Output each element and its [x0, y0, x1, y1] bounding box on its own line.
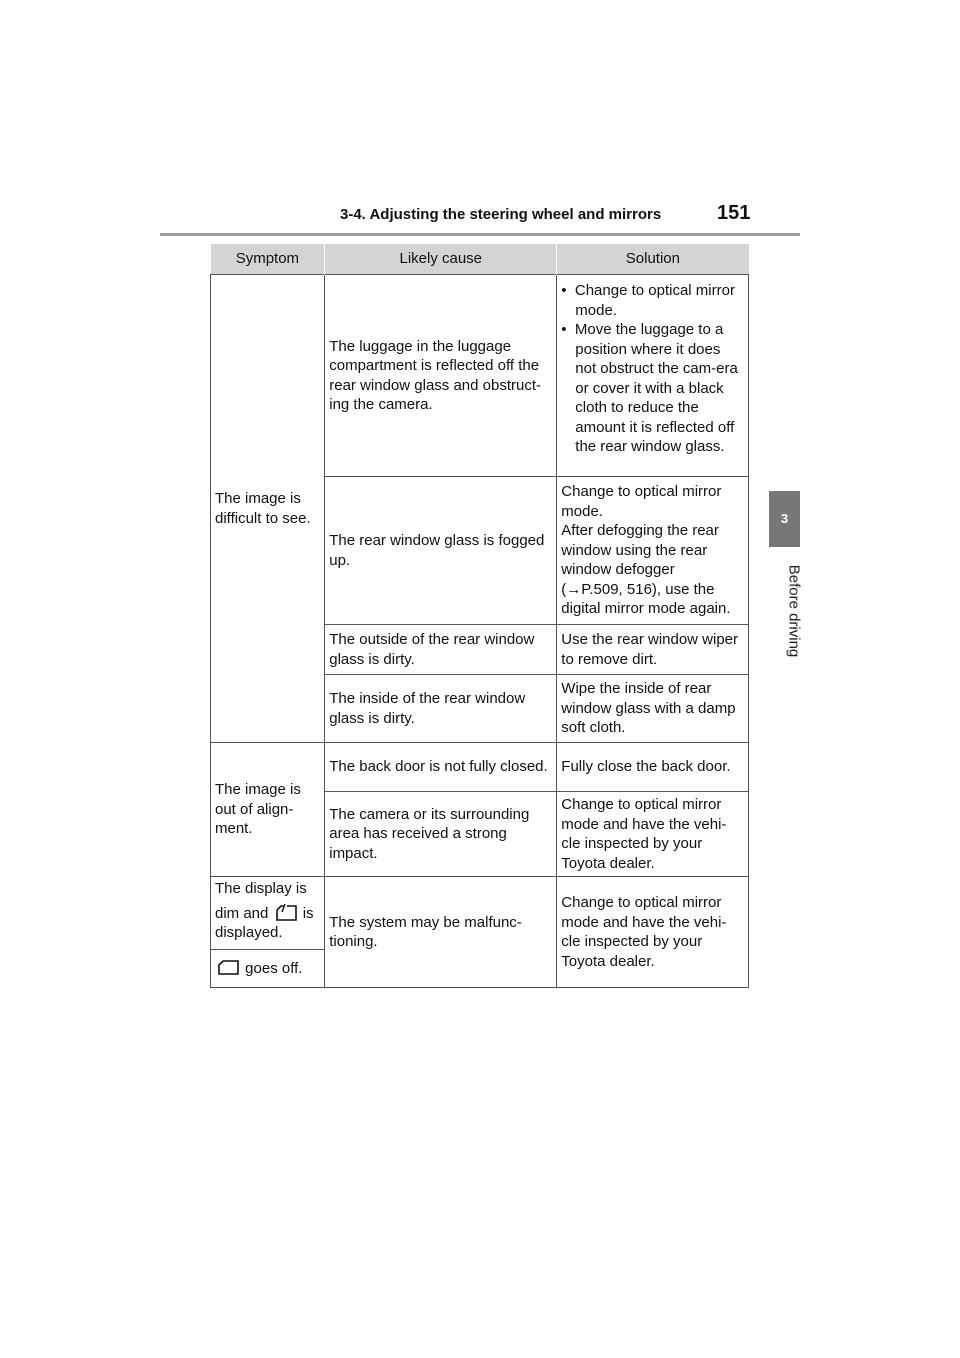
page-number: 151: [717, 202, 751, 224]
symptom-cell: The image is difficult to see.: [211, 275, 325, 743]
solution-cell: [557, 477, 749, 625]
solution-cell: Fully close the back door.: [557, 743, 749, 792]
table-row: [211, 877, 749, 950]
cause-cell: The luggage in the luggage compartment is reflected off the rear window glass and obstruct-ing the camera.: [325, 275, 557, 477]
symptom-text: The display is: [215, 880, 307, 897]
solution-list: [561, 281, 744, 457]
cause-cell: The back door is not fully closed.: [325, 743, 557, 792]
column-header: Solution: [557, 244, 749, 275]
camera-icon: [215, 959, 241, 976]
symptom-text: dim and is displayed.: [215, 904, 314, 941]
list-item: • Move the luggage to a position where it does not obstruct the cam-era or cover it with a black cloth to reduce the amount it is reflected off the rear window glass.: [561, 321, 738, 455]
chapter-tab: 3: [769, 491, 800, 547]
solution-cell: Wipe the inside of rear window glass with a damp soft cloth.: [557, 675, 749, 743]
cause-cell: The outside of the rear window glass is dirty.: [325, 625, 557, 675]
symptom-cell: goes off.: [211, 950, 325, 988]
arrow-right-icon: →: [566, 580, 582, 598]
column-header: Symptom: [211, 244, 325, 275]
header-divider: [160, 233, 800, 236]
solution-cell: [557, 275, 749, 477]
cause-cell: The system may be malfunc-tioning.: [325, 877, 557, 988]
solution-cell: Use the rear window wiper to remove dirt.: [557, 625, 749, 675]
solution-reference: (→P.509, 516), use the digital mirror mode again.: [561, 580, 731, 618]
solution-text: After defogging the rear window using the rear window defogger: [561, 522, 719, 579]
solution-cell: Change to optical mirror mode and have the vehi-cle inspected by your Toyota dealer.: [557, 792, 749, 877]
troubleshooting-table: [210, 244, 749, 988]
camera-malfunction-icon: [273, 904, 299, 921]
section-title: 3-4. Adjusting the steering wheel and mirrors: [340, 206, 662, 223]
symptom-cell: The image is out of align-ment.: [211, 743, 325, 877]
chapter-side-label: [779, 556, 809, 666]
chapter-label-text: Before driving: [785, 564, 803, 658]
table-header-row: [211, 244, 749, 275]
symptom-cell: [211, 877, 325, 950]
list-item: • Change to optical mirror mode.: [561, 282, 735, 319]
cause-cell: The camera or its surrounding area has received a strong impact.: [325, 792, 557, 877]
table-row: [211, 275, 749, 477]
cause-cell: The rear window glass is fogged up.: [325, 477, 557, 625]
cause-cell: The inside of the rear window glass is dirty.: [325, 675, 557, 743]
solution-cell: Change to optical mirror mode and have the vehi-cle inspected by your Toyota dealer.: [557, 877, 749, 988]
column-header: Likely cause: [325, 244, 557, 275]
solution-text: Change to optical mirror mode.: [561, 483, 722, 520]
table-row: [211, 743, 749, 792]
